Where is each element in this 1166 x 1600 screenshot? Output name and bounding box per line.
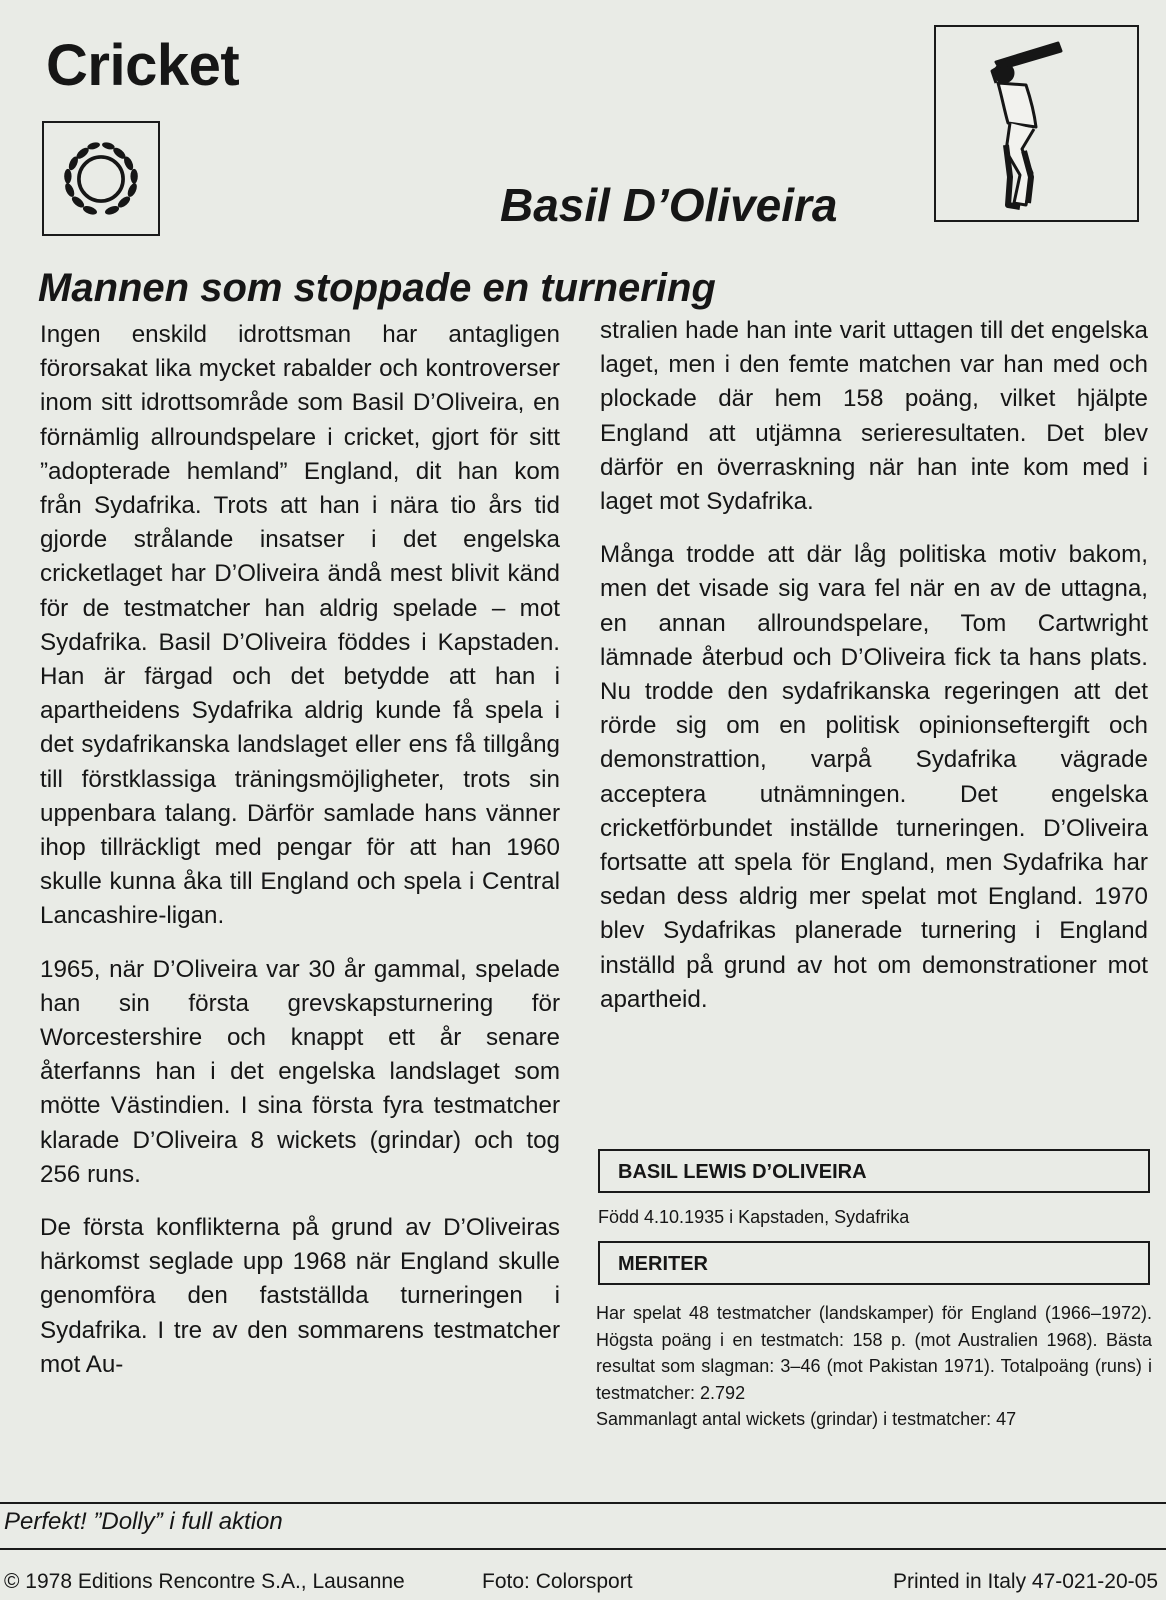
article-subtitle: Mannen som stoppade en turnering	[38, 266, 716, 310]
full-name-heading: BASIL LEWIS D’OLIVEIRA	[598, 1149, 1150, 1193]
divider	[0, 1548, 1166, 1550]
paragraph: stralien hade han inte varit uttagen till det engelska laget, men i den femte matchen var han med och plockade där hem 158 poäng, vilket hjälpte England att utjämna serieresultaten. Det blev därför en överraskning när han inte kom med i laget mot Sydafrika.	[600, 317, 1148, 516]
merits-line: Har spelat 48 testmatcher (landskamper) för England (1966–1972). Högsta poäng i en testmatch: 158 p. (mot Australien 1968). Bästa resultat som slagman: 3–46 (mot Pakistan 1971). Totalpoäng (runs) i testmatcher: 2.792	[596, 1303, 1152, 1403]
paragraph: 1965, när D’Oliveira var 30 år gammal, spelade han sin första grevskapsturnering för Worcestershire och knappt ett år senare återfanns han i det engelska landslaget som mötte Västindien. I sina första fyra testmatcher klarade D’Oliveira 8 wickets (grindar) och tog 256 runs.	[40, 955, 560, 1188]
action-photo	[934, 25, 1139, 222]
player-name: Basil D’Oliveira	[500, 179, 838, 231]
merits-text	[596, 1300, 1152, 1433]
laurel-wreath-icon	[55, 133, 147, 225]
print-info: Printed in Italy 47-021-20-05	[893, 1570, 1158, 1593]
merits-heading: MERITER	[598, 1241, 1150, 1285]
article-column-right	[600, 314, 1148, 1114]
article-column-left	[40, 318, 560, 1470]
photo-caption: Perfekt! ”Dolly” i full aktion	[4, 1508, 283, 1535]
paragraph: Många trodde att där låg politiska motiv bakom, men det visade sig vara fel när en av de uttagna, en annan allroundspelare, Tom Cartwright lämnade återbud och D’Oliveira fick ta hans plats. Nu trodde den sydafrikanska regeringen att det rörde sig om en politisk opinionseftergift och demonstrattion, varpå Sydafrika vägrade acceptera utnämningen. Det engelska cricketförbundet inställde turneringen. D’Oliveira fortsatte att spela för England, men Sydafrika har sedan dess aldrig mer spelat mot England. 1970 blev Sydafrikas planerade turnering i England inställd på grund av hot om demonstrationer mot apartheid.	[600, 541, 1148, 1013]
laurel-emblem	[42, 121, 160, 236]
paragraph: De första konflikterna på grund av D’Oliveiras härkomst seglade upp 1968 när England skulle genomföra den fastställda turneringen i Sydafrika. I tre av den sommarens testmatcher mot Au-	[40, 1214, 560, 1378]
cricket-batsman-icon	[936, 27, 1137, 220]
birth-info: Född 4.10.1935 i Kapstaden, Sydafrika	[598, 1207, 910, 1227]
sport-title: Cricket	[46, 33, 240, 98]
copyright: © 1978 Editions Rencontre S.A., Lausanne	[4, 1570, 405, 1593]
divider	[0, 1502, 1166, 1504]
photo-credit: Foto: Colorsport	[482, 1570, 633, 1593]
footer	[0, 1570, 1166, 1600]
merits-line: Sammanlagt antal wickets (grindar) i testmatcher: 47	[596, 1409, 1017, 1429]
paragraph: Ingen enskild idrottsman har antagligen förorsakat lika mycket rabalder och kontroverser inom sitt idrottsområde som Basil D’Oliveira, en förnämlig allroundspelare i cricket, gjort för sitt ”adopterade hemland” England, dit han kom från Sydafrika. Trots att han i nära tio års tid gjorde strålande insatser i det engelska cricketlaget har D’Oliveira ändå mest blivit känd för de testmatcher han aldrig spelade – mot Sydafrika. Basil D’Oliveira föddes i Kapstaden. Han är färgad och det betydde att han i apartheidens Sydafrika aldrig kunde få spela i det sydafrikanska landslaget eller ens få tillgång till förstklassiga träningsmöjligheter, trots sin uppenbara talang. Därför samlade hans vänner ihop tillräckligt med pengar för att han 1960 skulle kunna åka till England och spela i Central Lancashire-ligan.	[40, 321, 560, 930]
